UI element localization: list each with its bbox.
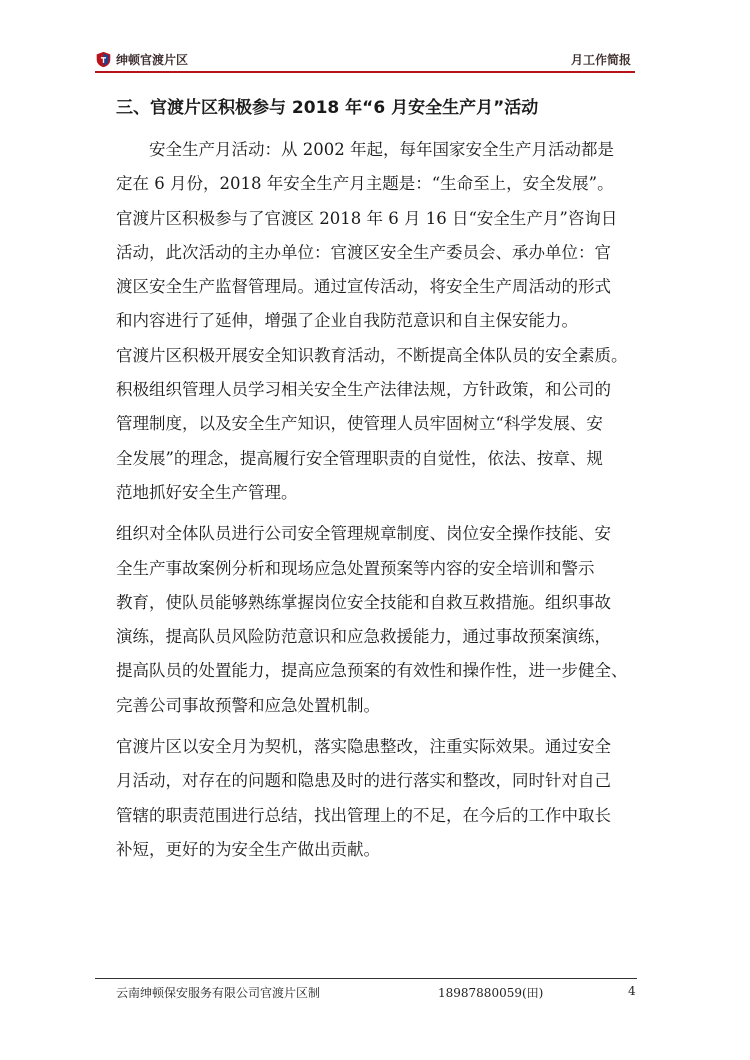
header-divider: [95, 71, 635, 73]
text-line: 定在 6 月份，2018 年安全生产月主题是：“生命至上，安全发展”。: [116, 174, 614, 194]
paragraph: [116, 133, 638, 339]
page-number: 4: [628, 984, 636, 998]
text-line: 提高队员的处置能力，提高应急预案的有效性和操作性，进一步健全、: [116, 661, 628, 681]
text-line: 管辖的职责范围进行总结，找出管理上的不足，在今后的工作中取长: [116, 805, 611, 825]
paragraph: [116, 339, 638, 510]
text-line: 官渡片区积极参与了官渡区 2018 年 6 月 16 日“安全生产月”咨询日: [116, 208, 618, 228]
section-title: 三、官渡片区积极参与 2018 年“6 月安全生产月”活动: [116, 98, 539, 118]
footer-divider: [95, 978, 637, 979]
text-line: 教育，使队员能够熟练掌握岗位安全技能和自救互救措施。组织事故: [116, 592, 611, 612]
text-line: 补短，更好的为安全生产做出贡献。: [116, 839, 380, 859]
text-line: 官渡片区以安全月为契机，落实隐患整改，注重实际效果。通过安全: [116, 737, 611, 757]
footer-phone: 18987880059(田): [438, 986, 544, 1000]
text-line: 组织对全体队员进行公司安全管理规章制度、岗位安全操作技能、安: [116, 524, 611, 544]
body-text: [116, 133, 638, 867]
text-line: 渡区安全生产监督管理局。通过宣传活动，将安全生产周活动的形式: [116, 277, 611, 297]
text-line: 全生产事故案例分析和现场应急处置预案等内容的安全培训和警示: [116, 558, 595, 578]
page-header: [95, 48, 635, 72]
text-line: 演练，提高队员风险防范意识和应急救援能力，通过事故预案演练，: [116, 627, 611, 647]
header-report-title: 月工作简报: [570, 53, 631, 67]
text-line: 管理制度，以及安全生产知识，使管理人员牢固树立“科学发展、安: [116, 414, 603, 434]
footer-company: 云南绅顿保安服务有限公司官渡片区制: [116, 986, 321, 1000]
text-line: 和内容进行了延伸，增强了企业自我防范意识和自主保安能力。: [116, 311, 578, 331]
shield-logo-icon: [95, 51, 112, 68]
header-company: 绅顿官渡片区: [116, 53, 189, 67]
text-line: 范地抓好安全生产管理。: [116, 482, 298, 502]
text-line: 月活动，对存在的问题和隐患及时的进行落实和整改，同时针对自己: [116, 771, 611, 791]
text-line: 积极组织管理人员学习相关安全生产法律法规，方针政策，和公司的: [116, 380, 611, 400]
text-line: 官渡片区积极开展安全知识教育活动，不断提高全体队员的安全素质。: [116, 345, 628, 365]
text-line: 完善公司事故预警和应急处置机制。: [116, 695, 380, 715]
text-line: 活动，此次活动的主办单位：官渡区安全生产委员会、承办单位：官: [116, 242, 611, 262]
text-line: 全发展”的理念，提高履行安全管理职责的自觉性，依法、按章、规: [116, 448, 603, 468]
paragraph: [116, 730, 638, 867]
paragraph: [116, 517, 638, 723]
text-line: 安全生产月活动：从 2002 年起，每年国家安全生产月活动都是: [116, 140, 614, 159]
